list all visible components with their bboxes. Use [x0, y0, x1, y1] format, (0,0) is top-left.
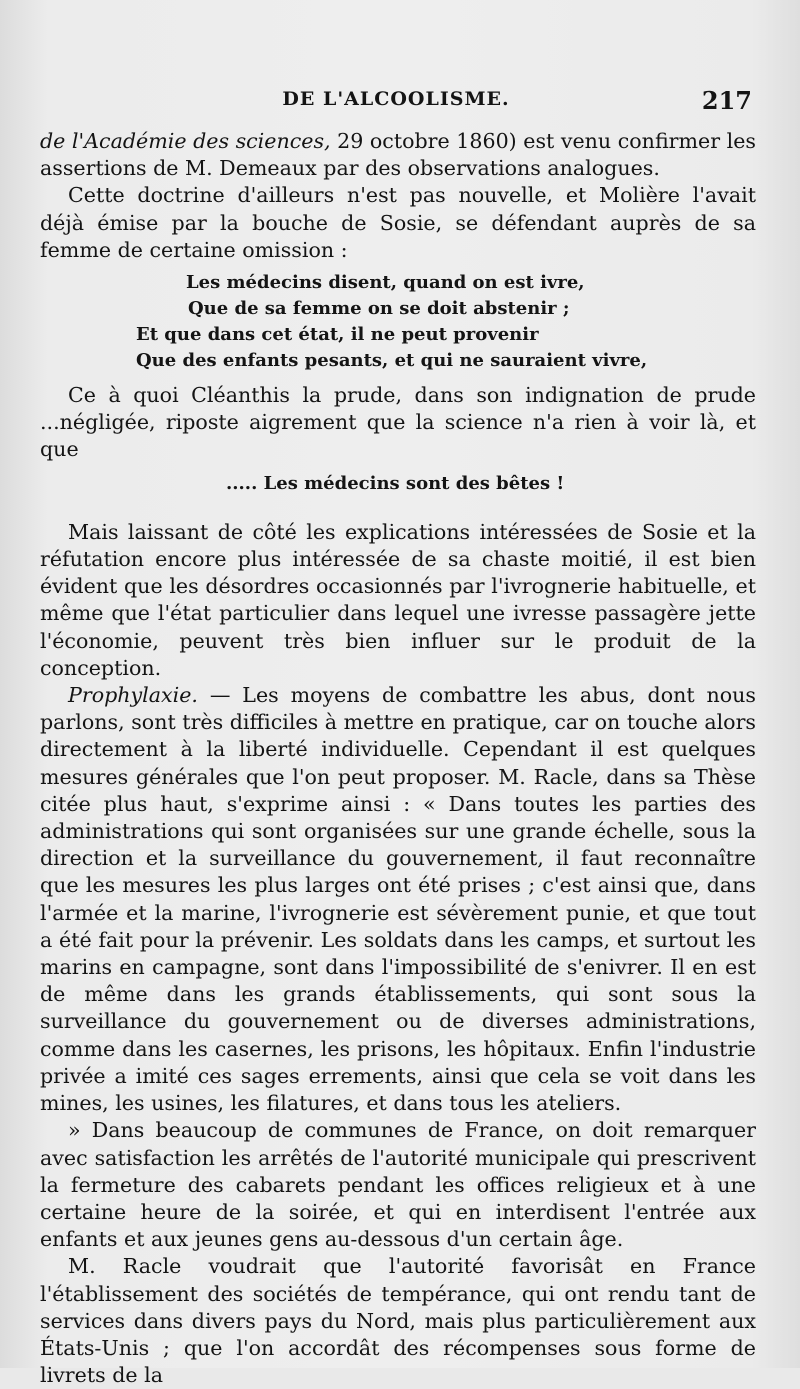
paragraph-3: Ce à quoi Cléanthis la prude, dans son indignation de prude ...négligée, riposte aigrement que la science n'a rien à voir là, et que [40, 383, 756, 462]
page-header [40, 88, 752, 118]
paragraph-4: Mais laissant de côté les explications intéressées de Sosie et la réfutation encore plus intéressée de sa chaste moitié, il est bien évident que les désordres occasionnés par l'ivrognerie habituelle, et même que l'état particulier dans lequel une ivresse passagère jette l'économie, peuvent très bien influer sur le produit de la conception. [40, 519, 756, 680]
paragraph-1-italic: de l'Académie des sciences, [40, 129, 331, 153]
verse-line-2: Que de sa femme on se doit abstenir ; [188, 298, 570, 320]
paragraph-5 [40, 682, 756, 1117]
page-body [40, 128, 756, 1389]
verse-line-1: Les médecins disent, quand on est ivre, [186, 272, 585, 294]
verse-line-4: Que des enfants pesants, et qui ne sauraient vivre, [136, 350, 648, 372]
verse-line-3: Et que dans cet état, il ne peut provenir [136, 324, 539, 346]
paragraph-7: M. Racle voudrait que l'autorité favorisât en France l'établissement des sociétés de tempérance, qui ont rendu tant de services dans divers pays du Nord, mais plus particulièrement aux États-Unis ; que l'on accordât des récompenses sous forme de livrets de la [40, 1254, 756, 1388]
paragraph-5-text: — Les moyens de combattre les abus, dont nous parlons, sont très difficiles à mettre en pratique, car on touche alors directement à la liberté individuelle. Cependant il est quelques mesures générales que l'on peut proposer. M. Racle, dans sa Thèse citée plus haut, s'exprime ainsi : « Dans toutes les parties des administrations qui sont organisées sur une grande échelle, sous la direction et la surveillance du gouvernement, il faut reconnaître que les mesures les plus larges ont été prises ; c'est ainsi que, dans l'armée et la marine, l'ivrognerie est sévèrement punie, et que tout a été fait pour la prévenir. Les soldats dans les camps, et surtout les marins en campagne, sont dans l'impossibilité de s'enivrer. Il en est de même dans les grands établissements, qui sont sous la surveillance du gouvernement ou de diverses administrations, comme dans les casernes, les prisons, les hôpitaux. Enfin l'industrie privée a imité ces sages errements, ainsi que cela se voit dans les mines, les usines, les filatures, et dans tous les ateliers. [40, 683, 756, 1116]
quote-line: ..... Les médecins sont des bêtes ! [226, 472, 565, 494]
paragraph-1 [40, 128, 756, 182]
section-heading-prophylaxie: Prophylaxie. [68, 683, 198, 708]
page-number: 217 [701, 86, 752, 115]
paragraph-2: Cette doctrine d'ailleurs n'est pas nouvelle, et Molière l'avait déjà émise par la bouche de Sosie, se défendant auprès de sa femme de certaine omission : [40, 183, 756, 262]
paragraph-1-text: 29 octobre 1860) est venu confirmer les assertions de M. Demeaux par des observations analogues. [40, 129, 756, 181]
paragraph-6: » Dans beaucoup de communes de France, on doit remarquer avec satisfaction les arrêtés de l'autorité municipale qui prescrivent la fermeture des cabarets pendant les offices religieux et à une certaine heure de la soirée, et qui en interdisent l'entrée aux enfants et aux jeunes gens au-dessous d'un certain âge. [40, 1118, 756, 1252]
running-title: DE L'ALCOOLISME. [282, 88, 510, 110]
verse-block [40, 270, 756, 374]
